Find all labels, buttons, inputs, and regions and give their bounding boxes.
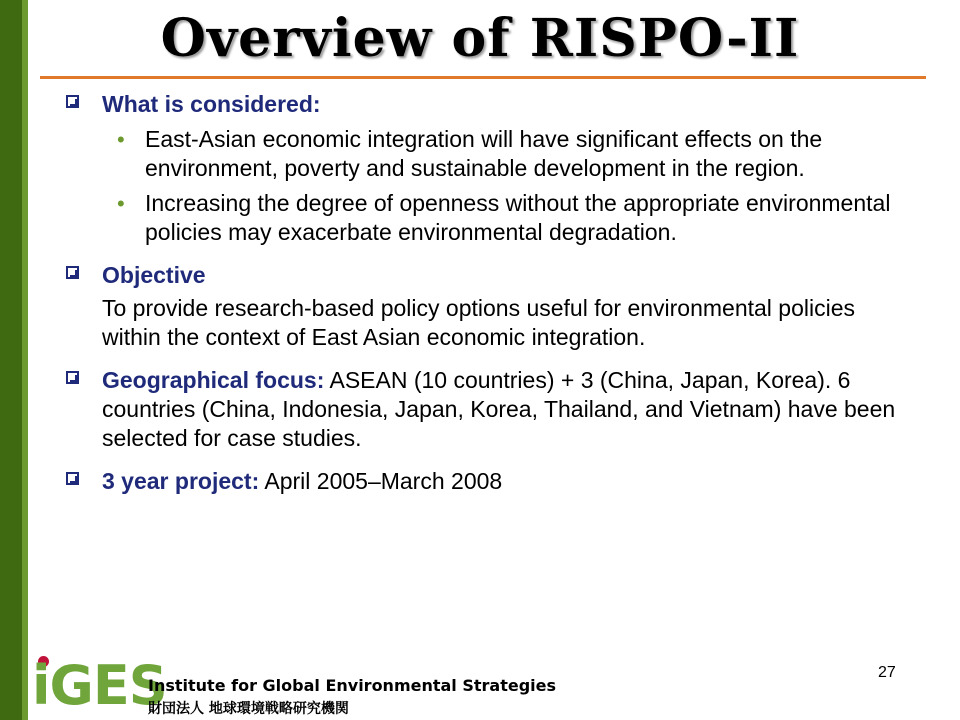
title-divider	[40, 76, 926, 79]
geo-label: Geographical focus:	[102, 367, 325, 393]
list-item	[117, 125, 910, 183]
project-text: April 2005–March 2008	[259, 468, 503, 494]
iges-logo: iGES	[32, 654, 167, 717]
objective-text: To provide research-based policy options useful for environmental policies within the context of East Asian economic integration.	[102, 295, 856, 350]
left-decor-bar-inner	[22, 0, 28, 720]
slide-title: Overview of RISPO-II	[160, 8, 800, 69]
list-item	[117, 189, 910, 247]
square-bullet-icon	[66, 371, 79, 384]
org-name-jp: 財団法人 地球環境戦略研究機関	[148, 701, 349, 717]
bullet-list	[60, 125, 910, 247]
section-objective	[60, 261, 910, 352]
bullet-text: East-Asian economic integration will have significant effects on the environment, poverty and sustainable development in the region.	[145, 126, 823, 181]
left-decor-bar	[0, 0, 22, 720]
square-bullet-icon	[66, 266, 79, 279]
page-number: 27	[878, 664, 896, 681]
section-heading: Objective	[102, 262, 206, 288]
org-name: Institute for Global Environmental Strategies	[148, 676, 557, 695]
section-project-duration	[60, 467, 910, 496]
section-heading: What is considered:	[102, 91, 321, 117]
bullet-dot-icon: •	[117, 127, 125, 152]
slide-content	[60, 90, 910, 510]
bullet-text: Increasing the degree of openness without the appropriate environmental policies may exacerbate environmental degradation.	[145, 190, 891, 245]
section-considered	[60, 90, 910, 247]
square-bullet-icon	[66, 472, 79, 485]
bullet-dot-icon: •	[117, 191, 125, 216]
project-paragraph	[60, 467, 910, 496]
square-bullet-icon	[66, 95, 79, 108]
footer	[30, 650, 930, 720]
geo-text: ASEAN (10 countries) + 3 (China, Japan, Korea). 6 countries (China, Indonesia, Japan, Korea, Thailand, and Vietnam) have been selected for case studies.	[102, 367, 896, 451]
geo-paragraph	[60, 366, 910, 453]
project-label: 3 year project:	[102, 468, 260, 494]
section-geographical-focus	[60, 366, 910, 453]
